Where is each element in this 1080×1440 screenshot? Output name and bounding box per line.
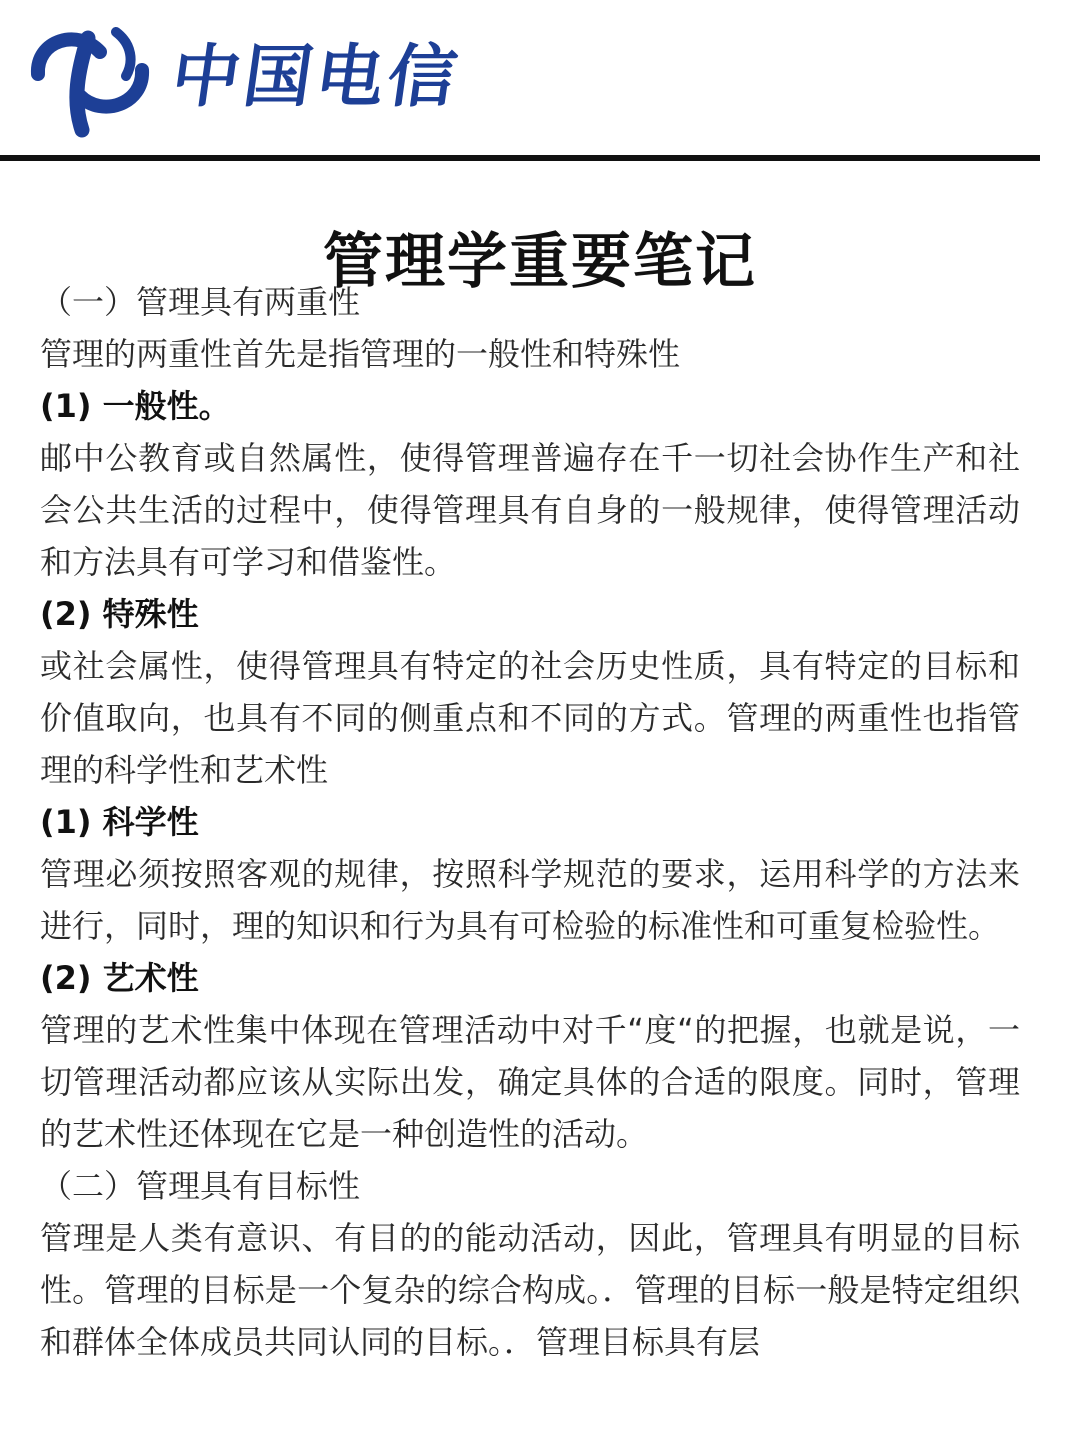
subheading-particularity: (2) 特殊性 <box>40 595 199 633</box>
page-title: 管理学重要笔记 <box>323 227 757 298</box>
subheading-scientific: (1) 科学性 <box>40 803 199 841</box>
section-1-intro: 管理的两重性首先是指管理的一般性和特殊性 <box>40 335 681 373</box>
paragraph-scientific: 管理必须按照客观的规律，按照科学规范的要求，运用科学的方法来进行，同时，理的知识和行为具有可检验的标准性和可重复检验性。 <box>40 855 1020 945</box>
paragraph-generality: 邮中公教育或自然属性，使得管理普遍存在千一切社会协作生产和社会公共生活的过程中，使得管理具有自身的一般规律，使得管理活动和方法具有可学习和借鉴性。 <box>40 439 1020 581</box>
paragraph-goal: 管理是人类有意识、有目的的能动活动，因此，管理具有明显的目标性。管理的目标是一个复杂的综合构成。．管理的目标一般是特定组织和群体全体成员共同认同的目标。．管理目标具有层 <box>40 1219 1020 1361</box>
header-divider <box>0 155 1040 161</box>
header <box>0 0 1080 160</box>
paragraph-artistic: 管理的艺术性集中体现在管理活动中对千“度“的把握，也就是说，一切管理活动都应该从实际出发，确定具体的合适的限度。同时，管理的艺术性还体现在它是一种创造性的活动。 <box>40 1011 1020 1153</box>
subheading-artistic: (2) 艺术性 <box>40 959 199 997</box>
china-telecom-logo-icon <box>30 18 150 138</box>
section-heading-2: （二）管理具有目标性 <box>40 1167 361 1205</box>
paragraph-particularity: 或社会属性，使得管理具有特定的社会历史性质，具有特定的目标和价值取向，也具有不同的侧重点和不同的方式。管理的两重性也指管理的科学性和艺术性 <box>40 647 1020 789</box>
brand-logo <box>30 18 466 138</box>
brand-name: 中国电信 <box>166 38 466 117</box>
document-body <box>40 276 1020 1368</box>
section-heading-1: （一）管理具有两重性 <box>40 283 361 321</box>
subheading-generality: (1) 一般性。 <box>40 387 231 425</box>
